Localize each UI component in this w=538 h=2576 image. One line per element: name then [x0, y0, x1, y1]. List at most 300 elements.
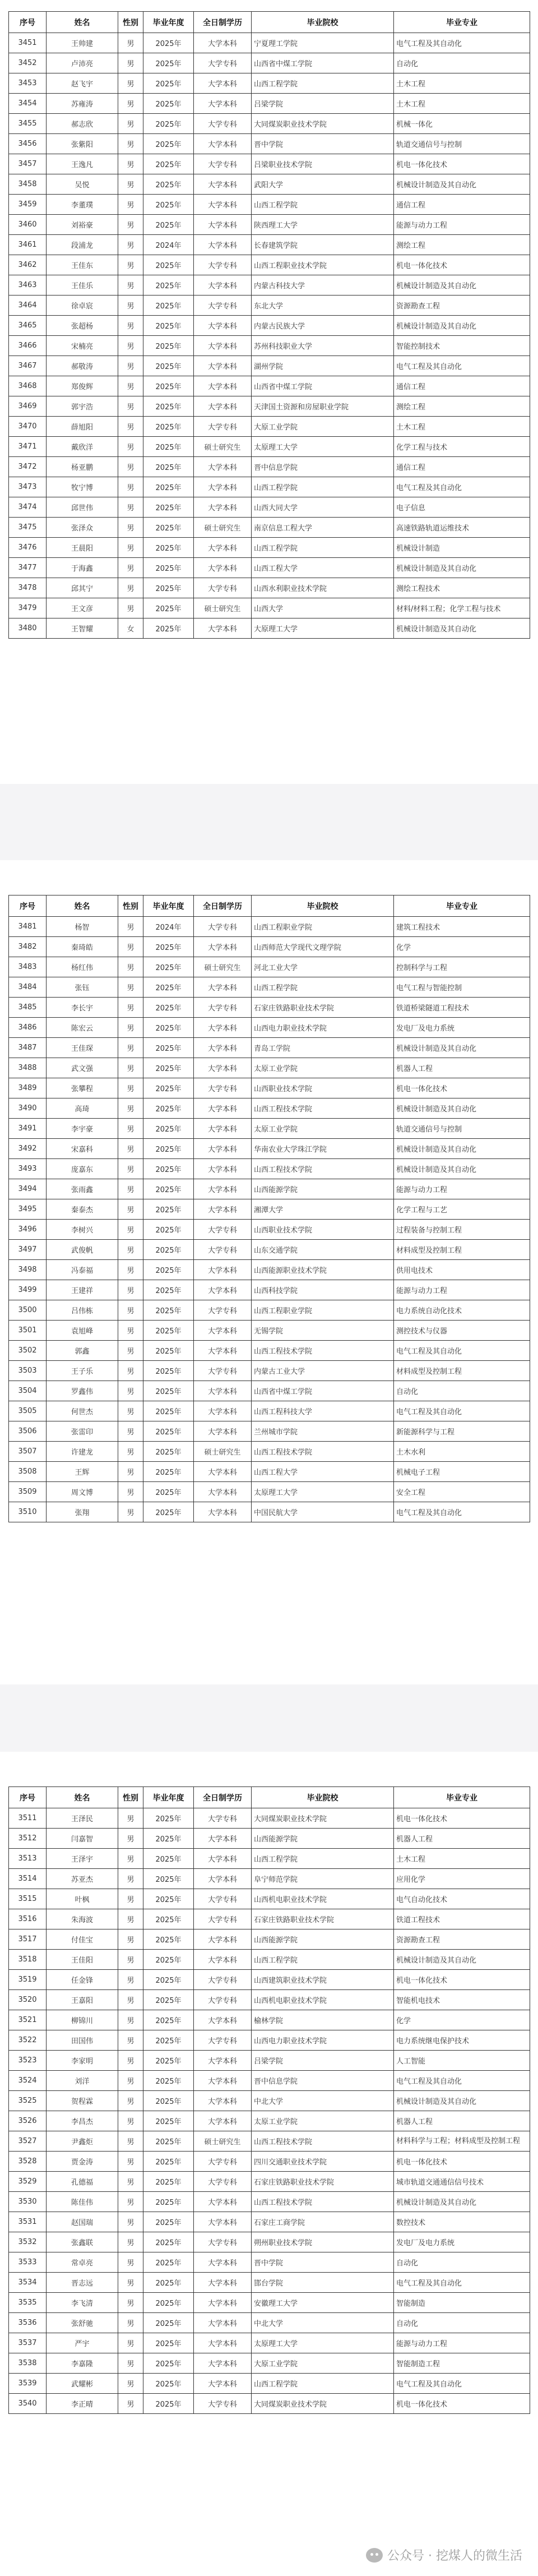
- cell-education: 大学专科: [194, 1078, 252, 1098]
- cell-school: 太原理工大学: [252, 2333, 394, 2353]
- cell-school: 大同煤炭职业技术学院: [252, 114, 394, 134]
- cell-sex: 男: [118, 235, 143, 255]
- cell-major: 自动化: [394, 53, 530, 73]
- cell-school: 山西工程技术学院: [252, 1159, 394, 1179]
- table-row: [9, 1139, 530, 1159]
- cell-sex: 男: [118, 1502, 143, 1522]
- cell-school: 宁夏理工学院: [252, 33, 394, 53]
- table-header-row: [9, 895, 530, 917]
- cell-name: 戴欣洋: [47, 437, 118, 457]
- cell-education: 大学本科: [194, 1381, 252, 1401]
- cell-school: 吕梁职业技术学院: [252, 154, 394, 174]
- cell-education: 大学专科: [194, 53, 252, 73]
- cell-year: 2025年: [143, 2333, 194, 2353]
- cell-no: 3463: [9, 275, 47, 296]
- cell-sex: 男: [118, 1199, 143, 1220]
- cell-no: 3537: [9, 2333, 47, 2353]
- cell-education: 大学本科: [194, 477, 252, 497]
- cell-no: 3493: [9, 1159, 47, 1179]
- cell-education: 大学专科: [194, 114, 252, 134]
- cell-no: 3485: [9, 998, 47, 1018]
- cell-year: 2025年: [143, 1058, 194, 1078]
- cell-name: 王泽宇: [47, 1849, 118, 1869]
- cell-name: 吕伟栋: [47, 1300, 118, 1321]
- cell-major: 机械设计制造及其自动化: [394, 558, 530, 578]
- cell-major: 土木工程: [394, 73, 530, 94]
- cell-education: 大学专科: [194, 1361, 252, 1381]
- cell-education: 大学专科: [194, 1889, 252, 1909]
- cell-education: 大学本科: [194, 1139, 252, 1159]
- header-no: 序号: [9, 895, 47, 917]
- cell-year: 2025年: [143, 2010, 194, 2030]
- cell-name: 苏雍涛: [47, 94, 118, 114]
- cell-name: 刘洋: [47, 2071, 118, 2091]
- cell-year: 2025年: [143, 1808, 194, 1829]
- cell-name: 张雨鑫: [47, 1179, 118, 1199]
- cell-education: 大学本科: [194, 1341, 252, 1361]
- table-row: [9, 174, 530, 195]
- header-major: 毕业专业: [394, 895, 530, 917]
- table-row: [9, 94, 530, 114]
- cell-no: 3504: [9, 1381, 47, 1401]
- cell-year: 2025年: [143, 1929, 194, 1950]
- cell-sex: 男: [118, 518, 143, 538]
- cell-no: 3499: [9, 1280, 47, 1300]
- cell-education: 大学专科: [194, 998, 252, 1018]
- cell-major: 智能机电技术: [394, 1990, 530, 2010]
- cell-no: 3457: [9, 154, 47, 174]
- cell-school: 阜宁师范学院: [252, 1869, 394, 1889]
- cell-major: 电气工程及其自动化: [394, 356, 530, 376]
- cell-school: 晋中信息学院: [252, 2071, 394, 2091]
- table-row: [9, 316, 530, 336]
- cell-name: 庞嘉东: [47, 1159, 118, 1179]
- cell-year: 2024年: [143, 917, 194, 937]
- cell-name: 任金锋: [47, 1970, 118, 1990]
- cell-name: 牧宁博: [47, 477, 118, 497]
- cell-major: 电力系统继电保护技术: [394, 2030, 530, 2051]
- table-row: [9, 1909, 530, 1929]
- cell-no: 3516: [9, 1909, 47, 1929]
- cell-school: 四川交通职业技术学院: [252, 2152, 394, 2172]
- cell-year: 2025年: [143, 1260, 194, 1280]
- cell-name: 高琦: [47, 1098, 118, 1119]
- cell-major: 机器人工程: [394, 1829, 530, 1849]
- cell-school: 大原理工大学: [252, 618, 394, 639]
- cell-education: 大学本科: [194, 2091, 252, 2111]
- cell-no: 3514: [9, 1869, 47, 1889]
- cell-name: 王佳乐: [47, 275, 118, 296]
- cell-year: 2025年: [143, 957, 194, 977]
- cell-major: 控制科学与工程: [394, 957, 530, 977]
- page-separator: [0, 784, 538, 860]
- cell-major: 机电一体化技术: [394, 2394, 530, 2414]
- cell-education: 大学本科: [194, 174, 252, 195]
- cell-major: 材料/材料工程；化学工程与技术: [394, 598, 530, 618]
- cell-year: 2025年: [143, 2030, 194, 2051]
- cell-name: 李树兴: [47, 1220, 118, 1240]
- cell-sex: 男: [118, 2394, 143, 2414]
- cell-year: 2025年: [143, 1421, 194, 1442]
- cell-major: 数控技术: [394, 2212, 530, 2232]
- cell-no: 3510: [9, 1502, 47, 1522]
- cell-year: 2025年: [143, 578, 194, 598]
- cell-name: 贾金涛: [47, 2152, 118, 2172]
- cell-sex: 男: [118, 957, 143, 977]
- cell-education: 大学本科: [194, 2374, 252, 2394]
- cell-major: 应用化学: [394, 1869, 530, 1889]
- cell-name: 晋志远: [47, 2273, 118, 2293]
- cell-education: 硕士研究生: [194, 437, 252, 457]
- cell-no: 3451: [9, 33, 47, 53]
- cell-year: 2025年: [143, 2232, 194, 2252]
- cell-education: 大学专科: [194, 578, 252, 598]
- cell-no: 3501: [9, 1321, 47, 1341]
- cell-year: 2025年: [143, 174, 194, 195]
- cell-name: 张翔: [47, 1502, 118, 1522]
- cell-sex: 男: [118, 2232, 143, 2252]
- cell-school: 山西机电职业技术学院: [252, 1889, 394, 1909]
- cell-major: 能源与动力工程: [394, 1280, 530, 1300]
- table-header-row: [9, 1787, 530, 1808]
- cell-sex: 男: [118, 1462, 143, 1482]
- cell-sex: 男: [118, 316, 143, 336]
- cell-year: 2025年: [143, 2293, 194, 2313]
- cell-school: 中北大学: [252, 2313, 394, 2333]
- cell-major: 过程装备与控制工程: [394, 1220, 530, 1240]
- cell-no: 3455: [9, 114, 47, 134]
- cell-year: 2025年: [143, 316, 194, 336]
- table-row: [9, 1038, 530, 1058]
- roster-page-1: [0, 0, 538, 784]
- cell-school: 山西能源职业技术学院: [252, 1260, 394, 1280]
- cell-name: 郑俊辉: [47, 376, 118, 396]
- cell-education: 大学本科: [194, 2353, 252, 2374]
- table-row: [9, 1502, 530, 1522]
- cell-year: 2025年: [143, 1159, 194, 1179]
- table-row: [9, 154, 530, 174]
- cell-major: 发电厂及电力系统: [394, 2232, 530, 2252]
- cell-major: 土木工程: [394, 417, 530, 437]
- header-year: 毕业年度: [143, 12, 194, 33]
- cell-major: 铁道工程技术: [394, 1909, 530, 1929]
- cell-school: 晋中学院: [252, 2252, 394, 2273]
- cell-no: 3471: [9, 437, 47, 457]
- cell-sex: 男: [118, 1058, 143, 1078]
- cell-year: 2025年: [143, 1018, 194, 1038]
- cell-no: 3452: [9, 53, 47, 73]
- cell-year: 2025年: [143, 1341, 194, 1361]
- cell-name: 袁旭峰: [47, 1321, 118, 1341]
- table-row: [9, 53, 530, 73]
- cell-education: 大学本科: [194, 94, 252, 114]
- cell-school: 大原工业学院: [252, 2353, 394, 2374]
- cell-education: 硕士研究生: [194, 957, 252, 977]
- cell-school: 太原工业学院: [252, 2111, 394, 2131]
- cell-year: 2025年: [143, 2374, 194, 2394]
- table-row: [9, 417, 530, 437]
- cell-name: 张钰: [47, 977, 118, 998]
- cell-year: 2025年: [143, 937, 194, 957]
- cell-school: 安徽理工大学: [252, 2293, 394, 2313]
- cell-major: 城市轨道交通通信信号技术: [394, 2172, 530, 2192]
- cell-education: 大学本科: [194, 2273, 252, 2293]
- cell-year: 2025年: [143, 1179, 194, 1199]
- cell-sex: 男: [118, 1990, 143, 2010]
- cell-no: 3492: [9, 1139, 47, 1159]
- cell-school: 陕西理工大学: [252, 215, 394, 235]
- cell-school: 天津国土资源和房屋职业学院: [252, 396, 394, 417]
- cell-major: 机电一体化技术: [394, 255, 530, 275]
- cell-name: 许建龙: [47, 1442, 118, 1462]
- cell-no: 3508: [9, 1462, 47, 1482]
- cell-education: 大学本科: [194, 2111, 252, 2131]
- cell-sex: 男: [118, 2374, 143, 2394]
- cell-education: 大学本科: [194, 396, 252, 417]
- cell-major: 电子信息: [394, 497, 530, 518]
- cell-sex: 男: [118, 1950, 143, 1970]
- cell-name: 郭宇浩: [47, 396, 118, 417]
- table-row: [9, 356, 530, 376]
- cell-name: 闫嘉智: [47, 1829, 118, 1849]
- cell-sex: 男: [118, 1159, 143, 1179]
- cell-school: 山西工程学院: [252, 977, 394, 998]
- table-row: [9, 1950, 530, 1970]
- cell-name: 李飞清: [47, 2293, 118, 2313]
- table-row: [9, 1220, 530, 1240]
- cell-school: 山西工程职业学院: [252, 917, 394, 937]
- cell-education: 大学本科: [194, 558, 252, 578]
- cell-year: 2025年: [143, 1401, 194, 1421]
- table-row: [9, 2333, 530, 2353]
- cell-school: 山西工程科技大学: [252, 1401, 394, 1421]
- cell-no: 3465: [9, 316, 47, 336]
- cell-year: 2025年: [143, 2091, 194, 2111]
- cell-major: 化学: [394, 937, 530, 957]
- cell-name: 冯泰福: [47, 1260, 118, 1280]
- table-row: [9, 1300, 530, 1321]
- cell-sex: 男: [118, 1808, 143, 1829]
- cell-no: 3536: [9, 2313, 47, 2333]
- cell-education: 大学专科: [194, 2152, 252, 2172]
- table-row: [9, 1381, 530, 1401]
- table-row: [9, 1078, 530, 1098]
- cell-major: 电气工程及其自动化: [394, 1401, 530, 1421]
- cell-year: 2025年: [143, 376, 194, 396]
- cell-sex: 男: [118, 376, 143, 396]
- table-row: [9, 558, 530, 578]
- cell-education: 大学本科: [194, 2212, 252, 2232]
- table-row: [9, 296, 530, 316]
- cell-education: 大学本科: [194, 1321, 252, 1341]
- cell-year: 2025年: [143, 1909, 194, 1929]
- cell-school: 石家庄铁路职业技术学院: [252, 2172, 394, 2192]
- table-row: [9, 376, 530, 396]
- cell-education: 大学专科: [194, 1240, 252, 1260]
- cell-education: 大学专科: [194, 1300, 252, 1321]
- table-row: [9, 134, 530, 154]
- cell-education: 大学专科: [194, 1990, 252, 2010]
- cell-sex: 男: [118, 396, 143, 417]
- table-row: [9, 1240, 530, 1260]
- cell-sex: 男: [118, 1381, 143, 1401]
- cell-education: 大学专科: [194, 1220, 252, 1240]
- cell-no: 3467: [9, 356, 47, 376]
- cell-name: 叶枫: [47, 1889, 118, 1909]
- cell-major: 机电一体化技术: [394, 1078, 530, 1098]
- cell-year: 2025年: [143, 1869, 194, 1889]
- cell-education: 大学本科: [194, 1929, 252, 1950]
- cell-name: 张超杨: [47, 316, 118, 336]
- cell-no: 3539: [9, 2374, 47, 2394]
- table-row: [9, 1159, 530, 1179]
- cell-year: 2025年: [143, 1119, 194, 1139]
- cell-school: 兰州城市学院: [252, 1421, 394, 1442]
- table-row: [9, 336, 530, 356]
- cell-major: 机械设计制造及其自动化: [394, 174, 530, 195]
- cell-no: 3477: [9, 558, 47, 578]
- cell-year: 2025年: [143, 2192, 194, 2212]
- cell-no: 3468: [9, 376, 47, 396]
- cell-no: 3480: [9, 618, 47, 639]
- cell-year: 2025年: [143, 1950, 194, 1970]
- cell-no: 3498: [9, 1260, 47, 1280]
- table-row: [9, 917, 530, 937]
- cell-name: 赵飞宇: [47, 73, 118, 94]
- cell-education: 大学专科: [194, 417, 252, 437]
- cell-name: 张鑫联: [47, 2232, 118, 2252]
- table-row: [9, 1869, 530, 1889]
- cell-education: 大学本科: [194, 2252, 252, 2273]
- cell-education: 大学本科: [194, 336, 252, 356]
- cell-sex: 男: [118, 2051, 143, 2071]
- cell-no: 3484: [9, 977, 47, 998]
- cell-name: 杨智: [47, 917, 118, 937]
- cell-education: 大学本科: [194, 2051, 252, 2071]
- cell-no: 3474: [9, 497, 47, 518]
- cell-no: 3522: [9, 2030, 47, 2051]
- cell-major: 电气工程及其自动化: [394, 2071, 530, 2091]
- cell-year: 2025年: [143, 477, 194, 497]
- header-no: 序号: [9, 1787, 47, 1808]
- cell-education: 大学本科: [194, 1159, 252, 1179]
- cell-no: 3505: [9, 1401, 47, 1421]
- cell-major: 机器人工程: [394, 1058, 530, 1078]
- cell-school: 山西科技学院: [252, 1280, 394, 1300]
- cell-name: 陈宏云: [47, 1018, 118, 1038]
- cell-education: 大学专科: [194, 296, 252, 316]
- cell-major: 能源与动力工程: [394, 1179, 530, 1199]
- cell-major: 电气工程及其自动化: [394, 1341, 530, 1361]
- cell-no: 3496: [9, 1220, 47, 1240]
- header-sex: 性别: [118, 12, 143, 33]
- cell-education: 大学本科: [194, 73, 252, 94]
- cell-major: 机械设计制造及其自动化: [394, 618, 530, 639]
- cell-no: 3507: [9, 1442, 47, 1462]
- cell-year: 2025年: [143, 1482, 194, 1502]
- cell-no: 3478: [9, 578, 47, 598]
- cell-year: 2025年: [143, 114, 194, 134]
- cell-name: 王泽民: [47, 1808, 118, 1829]
- cell-sex: 男: [118, 558, 143, 578]
- cell-year: 2025年: [143, 134, 194, 154]
- cell-education: 硕士研究生: [194, 1442, 252, 1462]
- cell-year: 2025年: [143, 2252, 194, 2273]
- cell-major: 电气工程及其自动化: [394, 2374, 530, 2394]
- cell-major: 高速铁路轨道运维技术: [394, 518, 530, 538]
- cell-education: 大学专科: [194, 1808, 252, 1829]
- watermark: [366, 2546, 522, 2564]
- cell-year: 2025年: [143, 2131, 194, 2152]
- cell-major: 土木工程: [394, 94, 530, 114]
- cell-name: 付佳宝: [47, 1929, 118, 1950]
- cell-education: 大学本科: [194, 1260, 252, 1280]
- cell-sex: 男: [118, 94, 143, 114]
- cell-name: 张泽众: [47, 518, 118, 538]
- cell-name: 吴悦: [47, 174, 118, 195]
- header-education: 全日制学历: [194, 895, 252, 917]
- cell-school: 山西水利职业技术学院: [252, 578, 394, 598]
- cell-education: 大学本科: [194, 937, 252, 957]
- table-row: [9, 2030, 530, 2051]
- cell-major: 智能制造: [394, 2293, 530, 2313]
- cell-education: 大学本科: [194, 215, 252, 235]
- cell-year: 2025年: [143, 1321, 194, 1341]
- cell-major: 机械设计制造及其自动化: [394, 2192, 530, 2212]
- table-row: [9, 1849, 530, 1869]
- cell-name: 田国伟: [47, 2030, 118, 2051]
- cell-education: 大学本科: [194, 977, 252, 998]
- cell-sex: 男: [118, 73, 143, 94]
- cell-name: 陈佳伟: [47, 2192, 118, 2212]
- table-row: [9, 457, 530, 477]
- cell-year: 2025年: [143, 1361, 194, 1381]
- cell-no: 3521: [9, 2010, 47, 2030]
- cell-no: 3533: [9, 2252, 47, 2273]
- cell-sex: 男: [118, 1909, 143, 1929]
- cell-sex: 男: [118, 2071, 143, 2091]
- table-row: [9, 937, 530, 957]
- cell-name: 周文博: [47, 1482, 118, 1502]
- table-row: [9, 1829, 530, 1849]
- cell-year: 2025年: [143, 1078, 194, 1098]
- cell-sex: 男: [118, 2192, 143, 2212]
- cell-sex: 男: [118, 114, 143, 134]
- cell-name: 苏亚杰: [47, 1869, 118, 1889]
- cell-sex: 男: [118, 1929, 143, 1950]
- cell-name: 朱海波: [47, 1909, 118, 1929]
- cell-sex: 男: [118, 1220, 143, 1240]
- table-row: [9, 2192, 530, 2212]
- cell-year: 2025年: [143, 1300, 194, 1321]
- cell-school: 石家庄工商学院: [252, 2212, 394, 2232]
- header-sex: 性别: [118, 1787, 143, 1808]
- cell-no: 3519: [9, 1970, 47, 1990]
- cell-school: 大同煤炭职业技术学院: [252, 1808, 394, 1829]
- cell-sex: 男: [118, 1970, 143, 1990]
- cell-year: 2025年: [143, 998, 194, 1018]
- roster-table: [8, 1786, 530, 2414]
- cell-education: 大学本科: [194, 1849, 252, 1869]
- cell-no: 3462: [9, 255, 47, 275]
- cell-education: 大学本科: [194, 2293, 252, 2313]
- cell-name: 秦琦皓: [47, 937, 118, 957]
- watermark-text: 公众号 · 挖煤人的微生活: [387, 2549, 522, 2563]
- cell-sex: 男: [118, 33, 143, 53]
- cell-major: 测绘工程: [394, 235, 530, 255]
- cell-no: 3512: [9, 1829, 47, 1849]
- cell-education: 大学本科: [194, 33, 252, 53]
